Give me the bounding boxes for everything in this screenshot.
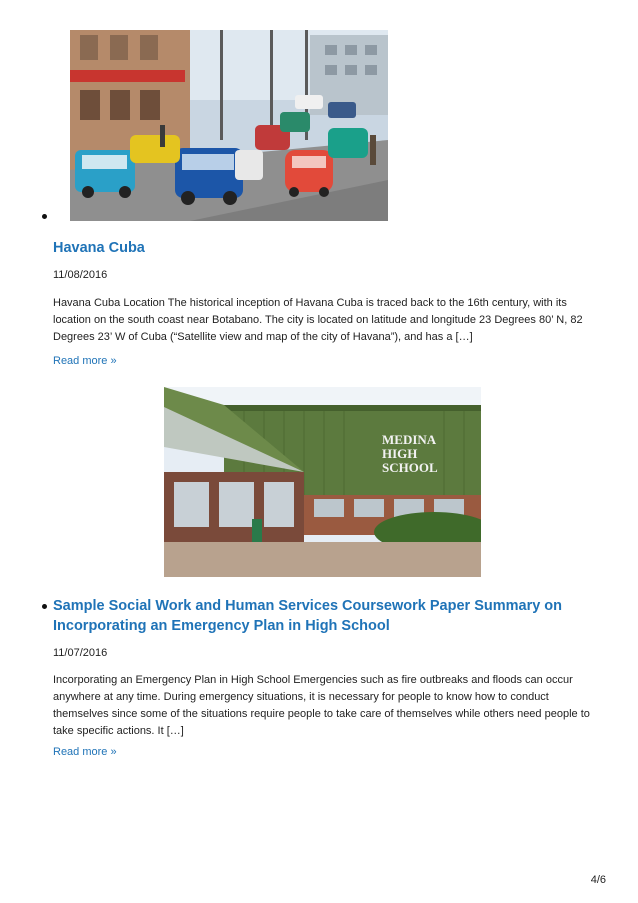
medina-high-school-image[interactable] bbox=[164, 387, 481, 577]
post-date: 11/08/2016 bbox=[53, 269, 108, 281]
post-excerpt: Havana Cuba Location The historical inception of Havana Cuba is traced back to the 16th century, with its location on the south coast near Botabano. The city is located on latitude and longitude 23 Degrees 80’ N, 82 Degrees 23’ W of Cuba (“Satellite view and map of the city of Havana”), and has a […] bbox=[53, 297, 583, 343]
read-more-link[interactable]: Read more » bbox=[53, 355, 117, 367]
page-number: 4/6 bbox=[590, 874, 606, 886]
havana-street-illustration bbox=[70, 30, 388, 221]
list-bullet bbox=[42, 604, 47, 609]
post-title-emergency-plan[interactable]: Sample Social Work and Human Services Coursework Paper Summary on Incorporating an Emergency Plan in High School bbox=[53, 598, 563, 634]
read-more-link[interactable]: Read more » bbox=[53, 746, 117, 758]
post-title-havana-cuba[interactable]: Havana Cuba bbox=[53, 240, 145, 256]
school-sign-text: HIGH bbox=[382, 446, 418, 461]
school-sign-text: MEDINA bbox=[382, 432, 437, 447]
list-bullet bbox=[42, 214, 47, 219]
post-date: 11/07/2016 bbox=[53, 647, 108, 659]
havana-street-image[interactable] bbox=[70, 30, 388, 221]
school-building-illustration bbox=[164, 387, 481, 577]
school-sign-text: SCHOOL bbox=[382, 460, 438, 475]
post-excerpt: Incorporating an Emergency Plan in High School Emergencies such as fire outbreaks and floods can occur anywhere at any time. During emergency situations, it is necessary for people to know how to conduct themselves since some of the situations require people to take care of themselves while others need people to take specific actions. It […] bbox=[53, 674, 590, 737]
